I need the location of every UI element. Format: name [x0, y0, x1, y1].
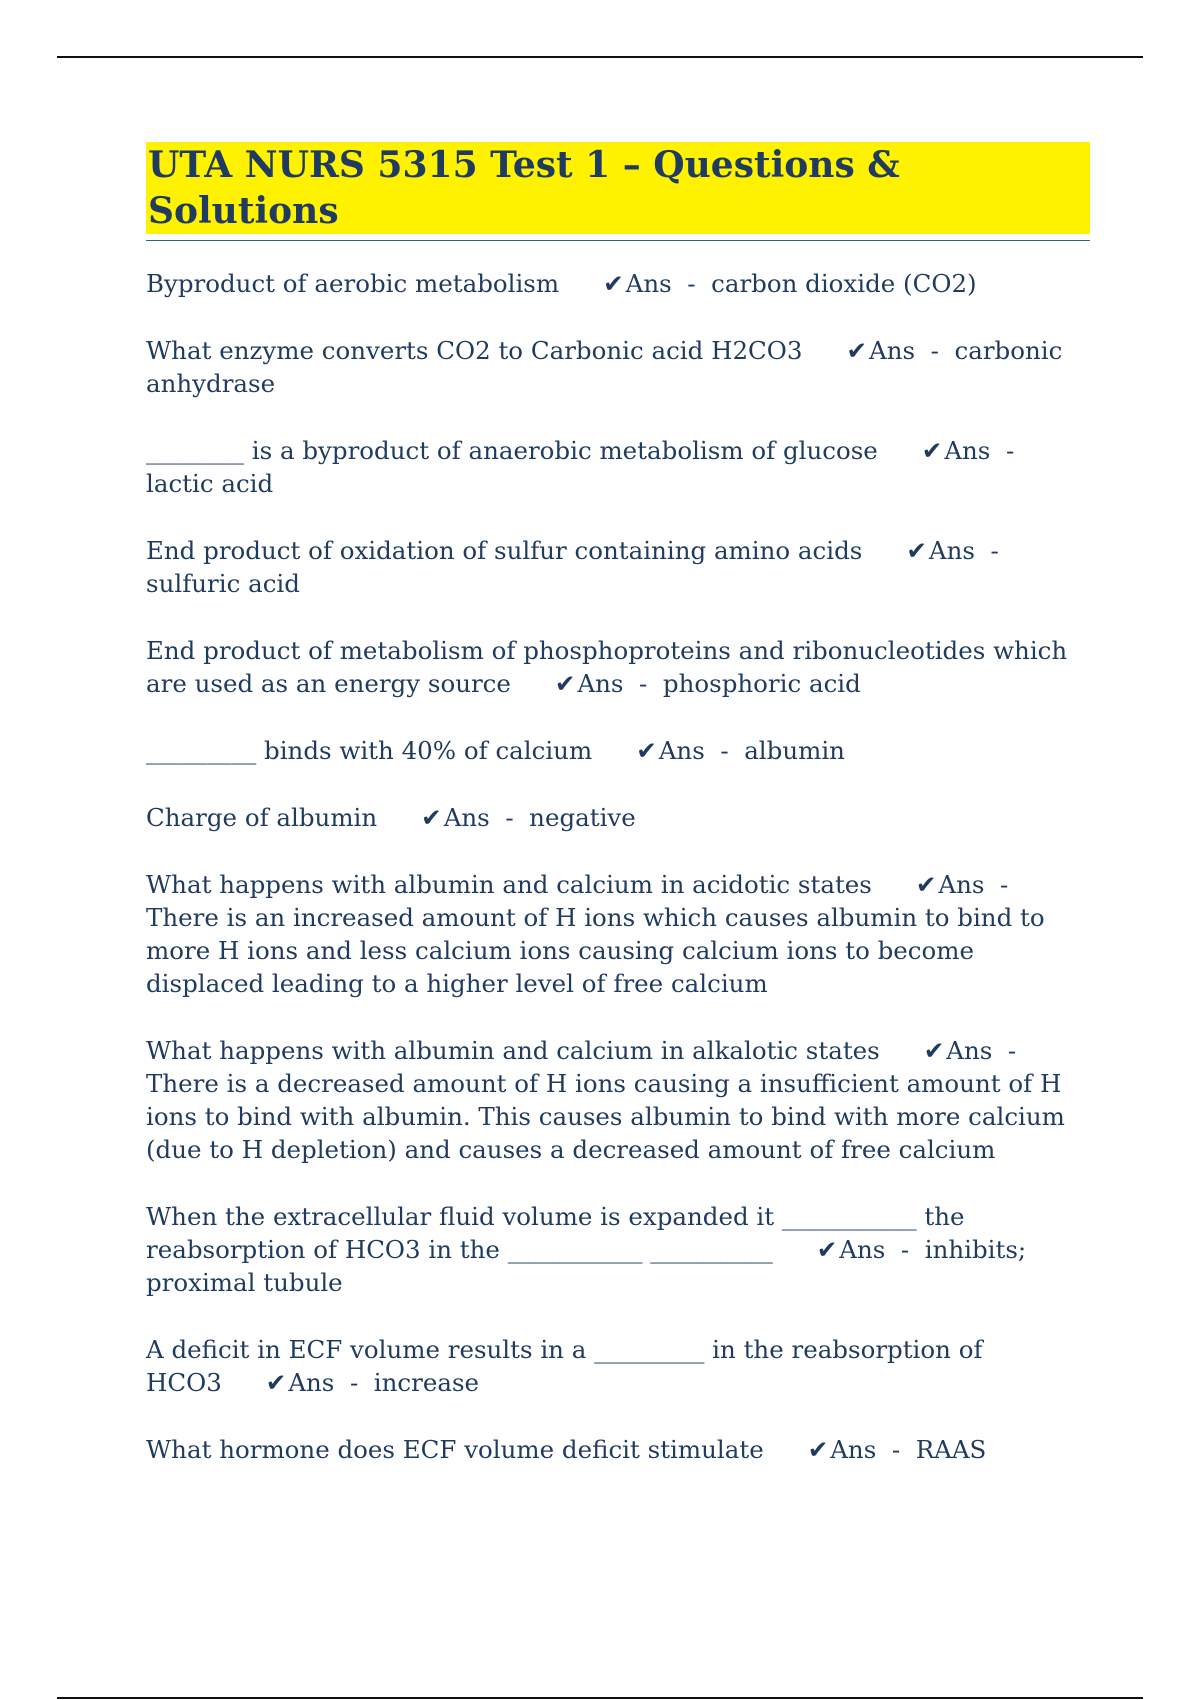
qa-list	[146, 267, 1090, 1466]
qa-item	[146, 1034, 1090, 1166]
question-text: Byproduct of aerobic metabolism	[146, 269, 560, 298]
answer-text: Ans - carbon dioxide (CO2)	[625, 269, 977, 298]
check-mark-icon: ✔	[421, 803, 442, 832]
check-mark-icon: ✔	[603, 269, 624, 298]
bottom-rule	[57, 1697, 1143, 1699]
check-mark-icon: ✔	[636, 736, 657, 765]
question-text: End product of oxidation of sulfur containing amino acids	[146, 536, 863, 565]
answer-text: Ans - albumin	[658, 736, 845, 765]
qa-item	[146, 534, 1090, 600]
qa-item	[146, 1200, 1090, 1299]
check-mark-icon: ✔	[265, 1368, 287, 1397]
title-block	[146, 142, 1090, 241]
answer-text: Ans - RAAS	[830, 1435, 987, 1464]
qa-item	[146, 868, 1090, 1000]
question-text: What enzyme converts CO2 to Carbonic acid H2CO3	[146, 336, 803, 365]
question-text: End product of metabolism of phosphoproteins and ribonucleotides which are used as an energy source	[146, 636, 1068, 698]
question-text: What happens with albumin and calcium in acidotic states	[146, 870, 872, 899]
answer-text: Ans - increase	[288, 1368, 480, 1397]
qa-item	[146, 334, 1090, 400]
qa-item	[146, 734, 1090, 767]
check-mark-icon: ✔	[807, 1435, 829, 1464]
answer-text: Ans - There is a decreased amount of H ions causing a insufficient amount of H ions to bind with albumin. This causes albumin to bind with more calcium (due to H depletion) and causes a decreased amount of free calcium	[146, 1036, 1073, 1164]
qa-item	[146, 634, 1090, 700]
question-text: _________ binds with 40% of calcium	[146, 736, 593, 765]
answer-text: Ans - inhibits; proximal tubule	[146, 1235, 1034, 1297]
question-text: What hormone does ECF volume deficit stimulate	[146, 1435, 764, 1464]
check-mark-icon: ✔	[921, 436, 943, 465]
answer-text: Ans - carbonic anhydrase	[146, 336, 1071, 398]
check-mark-icon: ✔	[906, 536, 927, 565]
question-text: What happens with albumin and calcium in alkalotic states	[146, 1036, 880, 1065]
qa-item	[146, 801, 1090, 834]
top-rule	[57, 56, 1143, 58]
check-mark-icon: ✔	[816, 1235, 838, 1264]
question-text: Charge of albumin	[146, 803, 378, 832]
qa-item	[146, 1333, 1090, 1399]
document-title: UTA NURS 5315 Test 1 – Questions & Solutions	[146, 142, 1090, 234]
qa-item	[146, 267, 1090, 300]
check-mark-icon: ✔	[554, 669, 576, 698]
answer-text: Ans - phosphoric acid	[577, 669, 861, 698]
answer-text: Ans - There is an increased amount of H ions which causes albumin to bind to more H ions and less calcium ions causing calcium ions to become displaced leading to a higher level of free calcium	[146, 870, 1053, 998]
qa-item	[146, 434, 1090, 500]
question-text: When the extracellular fluid volume is expanded it ___________ the reabsorption of HCO3 in the ___________ __________	[146, 1202, 965, 1264]
check-mark-icon: ✔	[846, 336, 868, 365]
qa-item	[146, 1433, 1090, 1466]
answer-text: Ans - sulfuric acid	[146, 536, 1015, 598]
answer-text: Ans - negative	[443, 803, 636, 832]
check-mark-icon: ✔	[923, 1036, 945, 1065]
question-text: ________ is a byproduct of anaerobic metabolism of glucose	[146, 436, 878, 465]
document-body	[146, 142, 1090, 1500]
check-mark-icon: ✔	[915, 870, 937, 899]
question-text: A deficit in ECF volume results in a _________ in the reabsorption of HCO3	[146, 1335, 983, 1397]
answer-text: Ans - lactic acid	[146, 436, 1030, 498]
